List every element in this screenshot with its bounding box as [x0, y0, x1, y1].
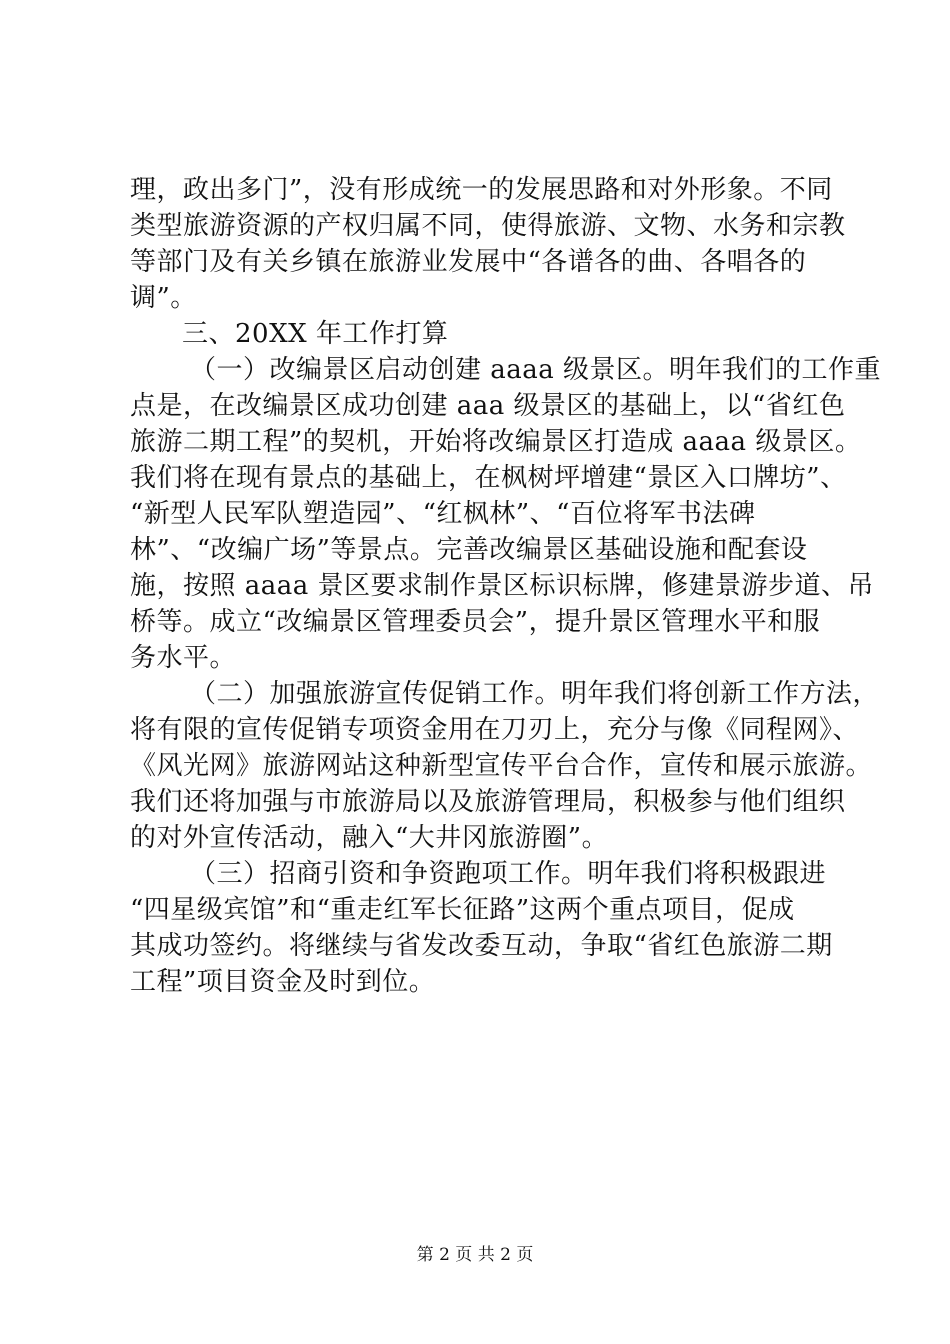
section-heading: 三、20XX 年工作打算 [182, 319, 449, 349]
document-body [130, 172, 882, 1000]
text-line: （三）招商引资和争资跑项工作。明年我们将积极跟进 [190, 859, 827, 889]
text-line: 的对外宣传活动，融入“大井冈旅游圈”。 [130, 823, 609, 853]
text-line: “新型人民军队塑造园”、“红枫林”、“百位将军书法碑 [130, 499, 756, 529]
text-line: （二）加强旅游宣传促销工作。明年我们将创新工作方法， [190, 679, 880, 709]
text-line: 等部门及有关乡镇在旅游业发展中“各谱各的曲、各唱各的 [130, 247, 807, 277]
text-line: 务水平。 [130, 643, 237, 673]
page-footer: 第 2 页 共 2 页 [416, 1245, 534, 1265]
text-line: 《风光网》旅游网站这种新型宣传平台合作，宣传和展示旅游。 [130, 751, 873, 781]
text-line: 桥等。成立“改编景区管理委员会”，提升景区管理水平和服 [130, 607, 821, 637]
text-line: 将有限的宣传促销专项资金用在刀刃上，充分与像《同程网》、 [130, 715, 860, 745]
text-line: 施，按照 aaaa 景区要求制作景区标识标牌，修建景游步道、吊 [130, 571, 875, 601]
text-line: 类型旅游资源的产权归属不同，使得旅游、文物、水务和宗教 [130, 211, 846, 241]
text-line: 点是，在改编景区成功创建 aaa 级景区的基础上，以“省红色 [130, 391, 846, 421]
text-line: 调”。 [130, 283, 197, 313]
text-line: “四星级宾馆”和“重走红军长征路”这两个重点项目，促成 [130, 895, 795, 925]
text-line: 林”、“改编广场”等景点。完善改编景区基础设施和配套设 [130, 535, 808, 565]
text-line: 工程”项目资金及时到位。 [130, 967, 436, 997]
text-line: 理，政出多门”，没有形成统一的发展思路和对外形象。不同 [130, 175, 833, 205]
text-line: （一）改编景区启动创建 aaaa 级景区。明年我们的工作重 [190, 355, 882, 385]
text-line: 我们将在现有景点的基础上，在枫树坪增建“景区入口牌坊”、 [130, 463, 847, 493]
text-line: 其成功签约。将继续与省发改委互动，争取“省红色旅游二期 [130, 931, 833, 961]
text-line: 我们还将加强与市旅游局以及旅游管理局，积极参与他们组织 [130, 787, 846, 817]
text-line: 旅游二期工程”的契机，开始将改编景区打造成 aaaa 级景区。 [130, 427, 862, 457]
